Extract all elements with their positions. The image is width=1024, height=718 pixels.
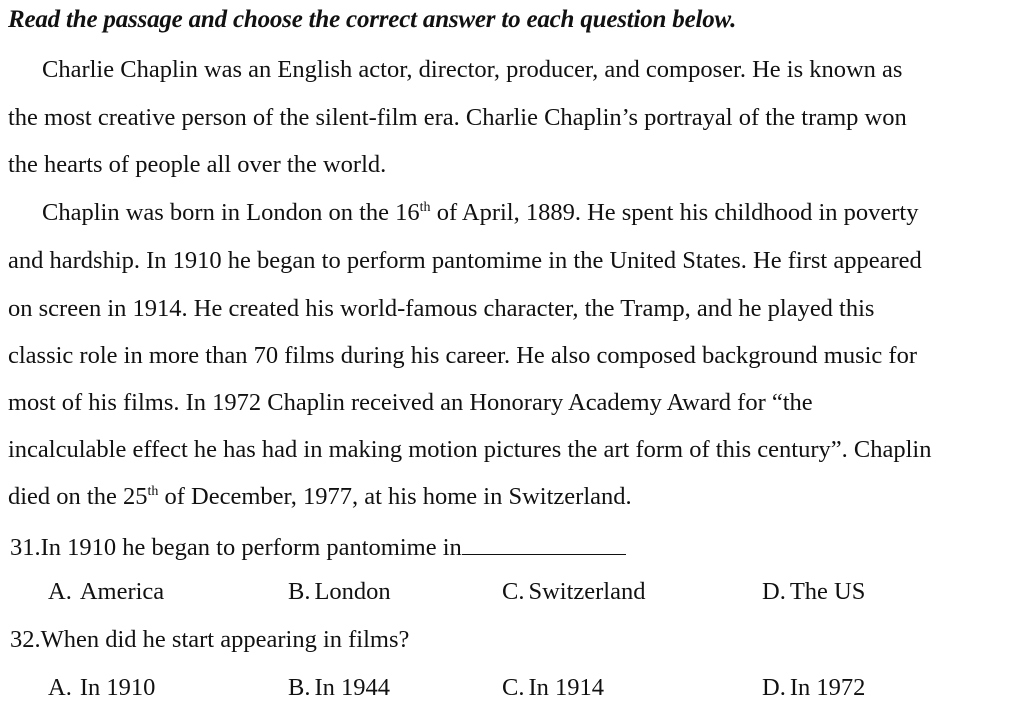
option-text: In 1972 (789, 674, 866, 701)
passage-line: the most creative person of the silent-film era. Charlie Chaplin’s portrayal of the tramp won (8, 104, 907, 131)
option-text: In 1910 (79, 674, 156, 701)
option-32-a[interactable] (48, 673, 155, 703)
passage-line: most of his films. In 1972 Chaplin received an Honorary Academy Award for “the (8, 389, 813, 416)
option-31-d[interactable] (762, 577, 865, 607)
option-text: In 1914 (528, 674, 605, 701)
instruction-heading: Read the passage and choose the correct answer to each question below. (8, 6, 737, 33)
answer-blank[interactable] (462, 532, 626, 555)
passage-line: the hearts of people all over the world. (8, 151, 387, 178)
option-letter: A. (48, 674, 72, 701)
passage-text: died on the 25 (8, 483, 148, 510)
option-32-d[interactable] (762, 673, 865, 703)
option-letter: D. (762, 674, 786, 701)
question-text: 31.In 1910 he began to perform pantomime in (10, 534, 462, 561)
option-letter: C. (502, 578, 525, 605)
option-letter: D. (762, 578, 786, 605)
question-32: 32.When did he start appearing in films? (10, 626, 410, 653)
passage-line: on screen in 1914. He created his world-famous character, the Tramp, and he played this (8, 295, 875, 322)
option-text: In 1944 (314, 674, 391, 701)
option-letter: C. (502, 674, 525, 701)
passage-text: of December, 1977, at his home in Switzerland. (158, 483, 632, 510)
option-32-c[interactable] (502, 673, 604, 703)
option-letter: A. (48, 578, 72, 605)
passage-text: Chaplin was born in London on the 16 (42, 199, 420, 226)
passage-text: of April, 1889. He spent his childhood in poverty (430, 199, 919, 226)
option-text: London (314, 578, 391, 605)
question-31 (10, 532, 626, 563)
passage-line (42, 198, 918, 228)
ordinal-suffix: th (419, 199, 431, 215)
passage-line: incalculable effect he has had in making motion pictures the art form of this century”. Chaplin (8, 436, 932, 463)
option-letter: B. (288, 674, 311, 701)
option-32-b[interactable] (288, 673, 390, 703)
option-text: America (79, 578, 165, 605)
passage-line: and hardship. In 1910 he began to perform pantomime in the United States. He first appeared (8, 247, 922, 274)
ordinal-suffix: th (147, 483, 159, 499)
option-text: Switzerland (528, 578, 646, 605)
option-letter: B. (288, 578, 311, 605)
option-31-a[interactable] (48, 577, 164, 607)
option-text: The US (789, 578, 866, 605)
passage-line: classic role in more than 70 films during his career. He also composed background music for (8, 342, 917, 369)
passage-line: Charlie Chaplin was an English actor, director, producer, and composer. He is known as (42, 56, 903, 83)
option-31-b[interactable] (288, 577, 391, 607)
passage-line (8, 482, 632, 512)
option-31-c[interactable] (502, 577, 646, 607)
